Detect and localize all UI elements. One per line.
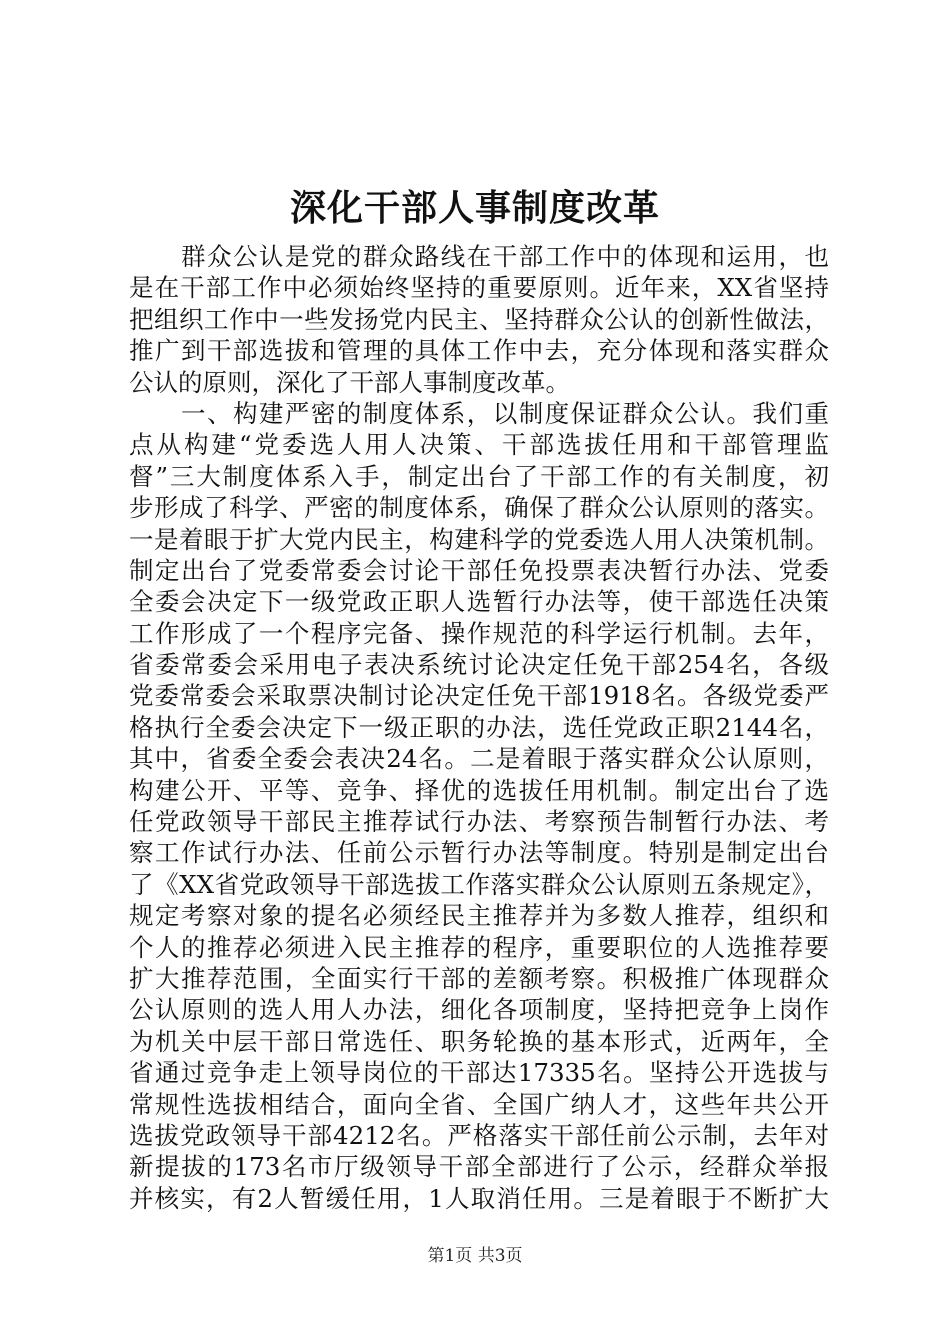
page-footer: 第1页 共3页 — [427, 1246, 523, 1266]
document-body — [129, 241, 829, 1214]
body-line: 省通过竞争走上领导岗位的干部达17335名。坚持公开选拔与 — [129, 1058, 829, 1088]
body-line: 其中，省委全委会表决24名。二是着眼于落实群众公认原则， — [129, 744, 829, 774]
body-line: 扩大推荐范围，全面实行干部的差额考察。积极推广体现群众 — [129, 963, 829, 993]
body-line: 公认原则的选人用人办法，细化各项制度，坚持把竞争上岗作 — [129, 995, 829, 1025]
body-line: 一是着眼于扩大党内民主，构建科学的党委选人用人决策机制。 — [129, 524, 829, 554]
body-line: 省委常委会采用电子表决系统讨论决定任免干部254名，各级 — [129, 650, 829, 680]
body-line: 全委会决定下一级党政正职人选暂行办法等，使干部选任决策 — [129, 587, 829, 617]
body-line: 为机关中层干部日常选任、职务轮换的基本形式，近两年，全 — [129, 1026, 829, 1056]
document-title: 深化干部人事制度改革 — [289, 187, 660, 229]
body-line: 新提拔的173名市厅级领导干部全部进行了公示，经群众举报 — [129, 1152, 829, 1182]
body-line: 点从构建“党委选人用人决策、干部选拔任用和干部管理监 — [129, 430, 829, 460]
body-line: 党委常委会采取票决制讨论决定任免干部1918名。各级党委严 — [129, 681, 829, 711]
body-line: 推广到干部选拔和管理的具体工作中去，充分体现和落实群众 — [129, 336, 829, 366]
body-line: 公认的原则，深化了干部人事制度改革。 — [129, 367, 570, 397]
body-line: 是在干部工作中必须始终坚持的重要原则。近年来，XX省坚持 — [129, 273, 829, 303]
body-line: 构建公开、平等、竞争、择优的选拔任用机制。制定出台了选 — [129, 775, 829, 805]
body-line: 选拔党政领导干部4212名。严格落实干部任前公示制，去年对 — [129, 1120, 829, 1150]
body-line: 格执行全委会决定下一级正职的办法，选任党政正职2144名， — [129, 712, 829, 742]
body-line: 察工作试行办法、任前公示暂行办法等制度。特别是制定出台 — [129, 838, 829, 868]
body-line: 个人的推荐必须进入民主推荐的程序，重要职位的人选推荐要 — [129, 932, 829, 962]
body-line: 把组织工作中一些发扬党内民主、坚持群众公认的创新性做法， — [129, 304, 829, 334]
body-line: 督”三大制度体系入手，制定出台了干部工作的有关制度，初 — [129, 461, 829, 491]
body-line: 制定出台了党委常委会讨论干部任免投票表决暂行办法、党委 — [129, 555, 829, 585]
body-line: 工作形成了一个程序完备、操作规范的科学运行机制。去年， — [129, 618, 829, 648]
body-line: 常规性选拔相结合，面向全省、全国广纳人才，这些年共公开 — [129, 1089, 829, 1119]
body-line: 步形成了科学、严密的制度体系，确保了群众公认原则的落实。 — [129, 493, 829, 523]
body-line: 了《XX省党政领导干部选拔工作落实群众公认原则五条规定》， — [129, 869, 829, 899]
body-line: 群众公认是党的群众路线在干部工作中的体现和运用，也 — [181, 242, 829, 271]
body-line: 任党政领导干部民主推荐试行办法、考察预告制暂行办法、考 — [129, 807, 829, 837]
body-line: 一、构建严密的制度体系，以制度保证群众公认。我们重 — [181, 398, 829, 428]
body-line: 规定考察对象的提名必须经民主推荐并为多数人推荐，组织和 — [129, 901, 829, 931]
body-line: 并核实，有2人暂缓任用，1人取消任用。三是着眼于不断扩大 — [129, 1183, 829, 1213]
